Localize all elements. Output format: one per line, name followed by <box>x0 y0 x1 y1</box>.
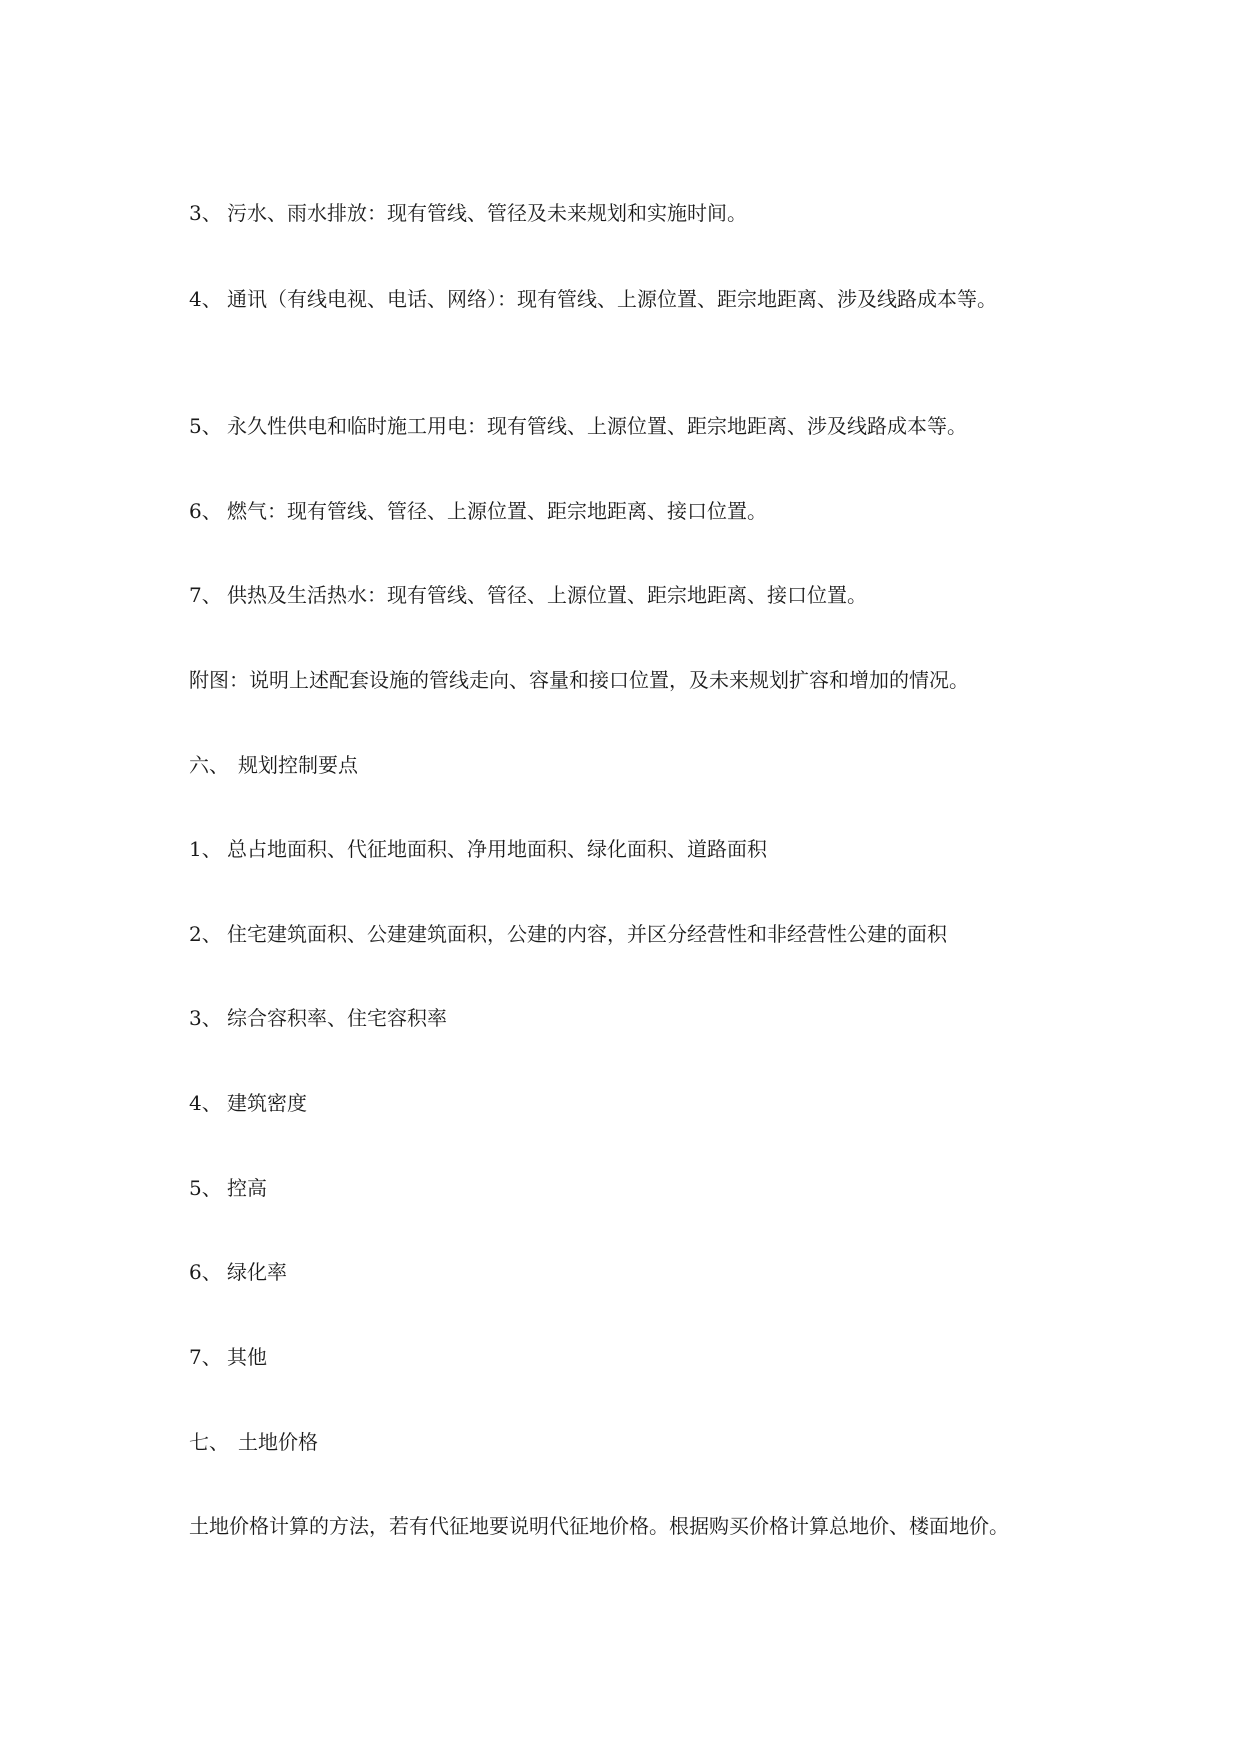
section-title: 规划控制要点 <box>238 753 358 777</box>
item-text: 供热及生活热水：现有管线、管径、上源位置、距宗地距离、接口位置。 <box>227 583 867 607</box>
item-text: 住宅建筑面积、公建建筑面积，公建的内容，并区分经营性和非经营性公建的面积 <box>227 922 947 946</box>
item-text: 控高 <box>227 1176 267 1200</box>
item-text: 总占地面积、代征地面积、净用地面积、绿化面积、道路面积 <box>227 837 767 861</box>
list-item <box>189 581 1089 609</box>
item-number: 3、 <box>189 1006 222 1030</box>
list-item <box>189 1258 1089 1286</box>
section-title: 土地价格 <box>238 1430 318 1454</box>
section-heading <box>189 751 1089 779</box>
item-text: 永久性供电和临时施工用电：现有管线、上源位置、距宗地距离、涉及线路成本等。 <box>227 414 967 438</box>
item-text: 燃气：现有管线、管径、上源位置、距宗地距离、接口位置。 <box>227 499 767 523</box>
item-number: 5、 <box>189 414 222 438</box>
list-item <box>189 497 1089 525</box>
section-number: 六、 <box>189 753 229 777</box>
list-item <box>189 1004 1089 1032</box>
item-number: 3、 <box>189 201 222 225</box>
list-item <box>189 835 1089 863</box>
list-item <box>189 920 1089 948</box>
item-number: 7、 <box>189 583 222 607</box>
item-number: 4、 <box>189 287 222 311</box>
item-text: 建筑密度 <box>227 1091 307 1115</box>
item-text: 绿化率 <box>227 1260 287 1284</box>
appendix-note: 附图：说明上述配套设施的管线走向、容量和接口位置，及未来规划扩容和增加的情况。 <box>189 668 969 692</box>
section-number: 七、 <box>189 1430 229 1454</box>
list-item <box>189 285 1089 313</box>
item-text: 污水、雨水排放：现有管线、管径及未来规划和实施时间。 <box>227 201 747 225</box>
item-text: 综合容积率、住宅容积率 <box>227 1006 447 1030</box>
item-number: 4、 <box>189 1091 222 1115</box>
item-text: 通讯（有线电视、电话、网络）：现有管线、上源位置、距宗地距离、涉及线路成本等。 <box>227 287 997 311</box>
item-number: 7、 <box>189 1345 222 1369</box>
item-text: 其他 <box>227 1345 267 1369</box>
body-paragraph: 土地价格计算的方法，若有代征地要说明代征地价格。根据购买价格计算总地价、楼面地价。 <box>189 1514 1009 1538</box>
list-item <box>189 199 1089 227</box>
item-number: 1、 <box>189 837 222 861</box>
item-number: 2、 <box>189 922 222 946</box>
list-item <box>189 1089 1089 1117</box>
item-number: 6、 <box>189 499 222 523</box>
item-number: 6、 <box>189 1260 222 1284</box>
list-item <box>189 1343 1089 1371</box>
item-number: 5、 <box>189 1176 222 1200</box>
section-heading <box>189 1428 1089 1456</box>
list-item <box>189 412 1089 440</box>
list-item <box>189 1174 1089 1202</box>
